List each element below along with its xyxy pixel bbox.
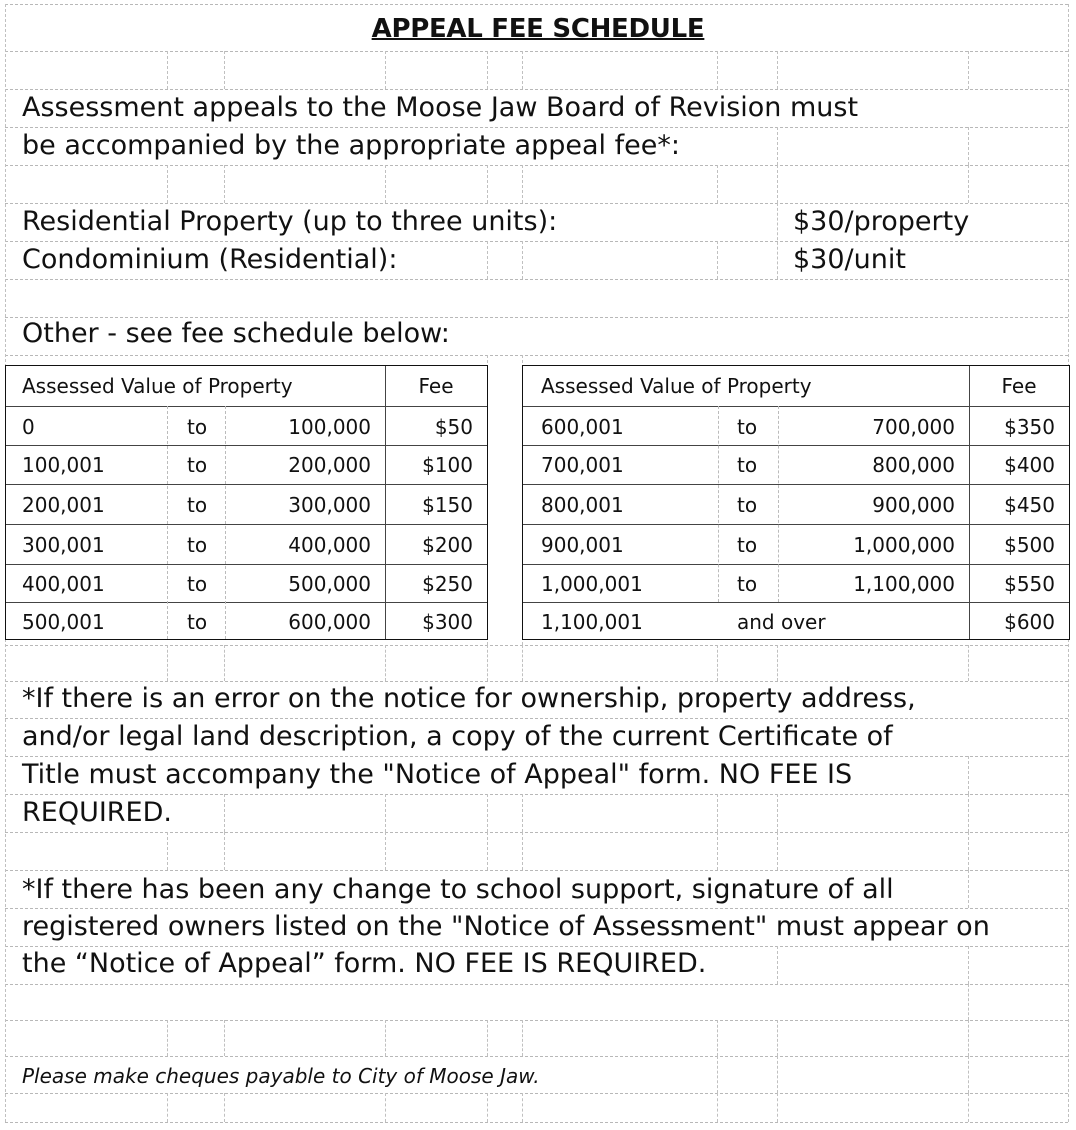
table-cell-from: 900,001 xyxy=(541,533,624,557)
intro-line-1: Assessment appeals to the Moose Jaw Board of Revision must xyxy=(22,92,859,123)
intro-line-2: be accompanied by the appropriate appeal fee*: xyxy=(22,130,680,161)
table-cell-to-word: to xyxy=(737,453,758,477)
residential-fee: $30/property xyxy=(793,206,970,237)
table-cell-from: 300,001 xyxy=(22,533,105,557)
residential-label: Residential Property (up to three units): xyxy=(22,206,558,237)
table-cell-fee: $150 xyxy=(422,493,473,517)
note1-line-4: REQUIRED. xyxy=(22,797,172,828)
table-cell-fee: $550 xyxy=(1004,572,1055,596)
note2-line-1: *If there has been any change to school support, signature of all xyxy=(22,874,894,905)
table-cell-to: 200,000 xyxy=(288,453,371,477)
table-cell-to: 300,000 xyxy=(288,493,371,517)
table-cell-fee: $250 xyxy=(422,572,473,596)
footer-note: Please make cheques payable to City of Moose Jaw. xyxy=(22,1064,540,1088)
table-cell-fee: $300 xyxy=(422,610,473,634)
table-cell-to-word: to xyxy=(187,453,208,477)
table-cell-from: 800,001 xyxy=(541,493,624,517)
table-cell-from: 500,001 xyxy=(22,610,105,634)
table-cell-to-word: to xyxy=(187,415,208,439)
table-cell-fee: $500 xyxy=(1004,533,1055,557)
table-cell-to: 1,000,000 xyxy=(853,533,955,557)
table-cell-from: 100,001 xyxy=(22,453,105,477)
fee-table-left xyxy=(5,365,488,640)
other-note: Other - see fee schedule below: xyxy=(22,318,450,349)
note2-line-2: registered owners listed on the "Notice of Assessment" must appear on xyxy=(22,911,990,942)
table-cell-from: 200,001 xyxy=(22,493,105,517)
table-cell-to-word: to xyxy=(737,493,758,517)
table-cell-to: 1,100,000 xyxy=(853,572,955,596)
table-header-value: Assessed Value of Property xyxy=(541,374,812,398)
table-header-fee: Fee xyxy=(418,374,454,398)
table-cell-fee: $50 xyxy=(434,415,473,439)
table-cell-to: 800,000 xyxy=(872,453,955,477)
table-cell-to-word: to xyxy=(187,533,208,557)
table-cell-to: 100,000 xyxy=(288,415,371,439)
table-cell-fee: $600 xyxy=(1004,610,1055,634)
table-cell-fee: $200 xyxy=(422,533,473,557)
table-cell-to-word: to xyxy=(187,572,208,596)
table-cell-to-word: to xyxy=(737,415,758,439)
table-cell-fee: $450 xyxy=(1004,493,1055,517)
table-cell-to-word: and over xyxy=(737,610,826,634)
condominium-label: Condominium (Residential): xyxy=(22,244,398,275)
table-cell-to: 500,000 xyxy=(288,572,371,596)
table-cell-to-word: to xyxy=(187,610,208,634)
page-title: APPEAL FEE SCHEDULE xyxy=(371,14,705,44)
table-cell-to: 600,000 xyxy=(288,610,371,634)
table-cell-to-word: to xyxy=(187,493,208,517)
note1-line-3: Title must accompany the "Notice of Appeal" form. NO FEE IS xyxy=(22,759,853,790)
table-header-fee: Fee xyxy=(1001,374,1037,398)
table-cell-to-word: to xyxy=(737,572,758,596)
table-cell-to-word: to xyxy=(737,533,758,557)
table-cell-fee: $350 xyxy=(1004,415,1055,439)
table-cell-from: 0 xyxy=(22,415,35,439)
fee-table-right xyxy=(522,365,1070,640)
condominium-fee: $30/unit xyxy=(793,244,906,275)
note2-line-3: the “Notice of Appeal” form. NO FEE IS REQUIRED. xyxy=(22,948,707,979)
table-cell-fee: $100 xyxy=(422,453,473,477)
table-cell-to: 400,000 xyxy=(288,533,371,557)
table-cell-from: 1,100,001 xyxy=(541,610,643,634)
table-cell-to: 900,000 xyxy=(872,493,955,517)
table-cell-from: 600,001 xyxy=(541,415,624,439)
table-cell-to: 700,000 xyxy=(872,415,955,439)
note1-line-1: *If there is an error on the notice for ownership, property address, xyxy=(22,683,916,714)
table-cell-from: 1,000,001 xyxy=(541,572,643,596)
table-cell-fee: $400 xyxy=(1004,453,1055,477)
note1-line-2: and/or legal land description, a copy of the current Certificate of xyxy=(22,721,893,752)
table-header-value: Assessed Value of Property xyxy=(22,374,293,398)
table-cell-from: 700,001 xyxy=(541,453,624,477)
table-cell-from: 400,001 xyxy=(22,572,105,596)
